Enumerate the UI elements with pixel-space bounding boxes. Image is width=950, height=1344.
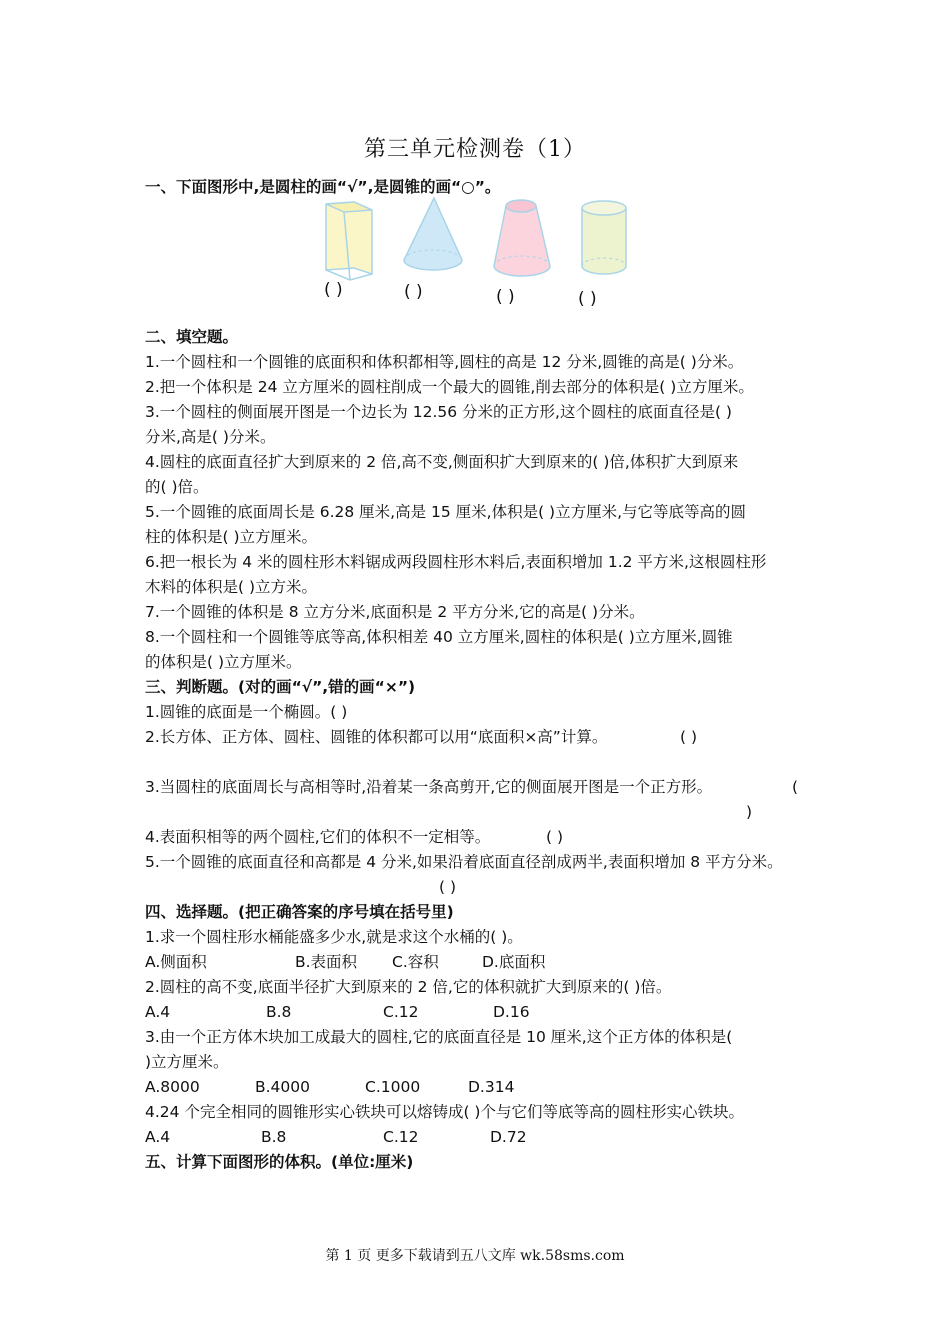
judgement-item-3: 3.当圆柱的底面周长与高相等时,沿着某一条高剪开,它的侧面展开图是一个正方形。 <box>145 778 713 796</box>
cylinder-figure <box>578 198 630 280</box>
option-c[interactable]: C.12 <box>383 1128 419 1146</box>
fill-blank-line: 8.一个圆柱和一个圆锥等底等高,体积相差 40 立方厘米,圆柱的体积是( )立方厘米,圆锥 <box>145 628 733 646</box>
option-a[interactable]: A.侧面积 <box>145 953 207 971</box>
judgement-item-1: 1.圆锥的底面是一个椭圆。( ) <box>145 703 348 721</box>
judgement-item-4: 4.表面积相等的两个圆柱,它们的体积不一定相等。 <box>145 828 491 846</box>
section-1-heading: 一、下面图形中,是圆柱的画“√”,是圆锥的画“○”。 <box>145 178 501 196</box>
section-3-heading: 三、判断题。(对的画“√”,错的画“×”) <box>145 678 416 696</box>
option-b[interactable]: B.8 <box>266 1003 292 1021</box>
judgement-blank-2[interactable]: ( ) <box>680 728 698 746</box>
fill-blank-line: 7.一个圆锥的体积是 8 立方分米,底面积是 2 平方分米,它的高是( )分米。 <box>145 603 645 621</box>
shape-figures <box>318 190 648 320</box>
option-b[interactable]: B.表面积 <box>295 953 358 971</box>
option-c[interactable]: C.12 <box>383 1003 419 1021</box>
fill-blank-line: 的( )倍。 <box>145 478 209 496</box>
option-a[interactable]: A.8000 <box>145 1078 200 1096</box>
answer-blank-cylinder[interactable]: ( ) <box>578 289 597 309</box>
choice-question-2: 2.圆柱的高不变,底面半径扩大到原来的 2 倍,它的体积就扩大到原来的( )倍。 <box>145 978 672 996</box>
option-d[interactable]: D.72 <box>490 1128 527 1146</box>
judgement-item-5: 5.一个圆锥的底面直径和高都是 4 分米,如果沿着底面直径剖成两半,表面积增加 8 平方分米。 <box>145 853 783 871</box>
section-2-heading: 二、填空题。 <box>145 328 239 346</box>
choice-options-2 <box>145 1000 825 1025</box>
choice-options-4 <box>145 1125 825 1150</box>
choice-options-1 <box>145 950 825 975</box>
fill-blank-line: 3.一个圆柱的侧面展开图是一个边长为 12.56 分米的正方形,这个圆柱的底面直径是( ) <box>145 403 732 421</box>
fill-blank-line: 柱的体积是( )立方厘米。 <box>145 528 318 546</box>
fill-blank-line: 6.把一根长为 4 米的圆柱形木料锯成两段圆柱形木料后,表面积增加 1.2 平方米,这根圆柱形 <box>145 553 767 571</box>
option-c[interactable]: C.容积 <box>392 953 439 971</box>
frustum-figure <box>490 196 554 282</box>
choice-question-3: 3.由一个正方体木块加工成最大的圆柱,它的底面直径是 10 厘米,这个正方体的体积是( <box>145 1028 733 1046</box>
fill-blank-line: 1.一个圆柱和一个圆锥的底面积和体积都相等,圆柱的高是 12 分米,圆锥的高是( )分米。 <box>145 353 744 371</box>
fill-blank-line: 分米,高是( )分米。 <box>145 428 276 446</box>
option-c[interactable]: C.1000 <box>365 1078 421 1096</box>
option-d[interactable]: D.底面积 <box>482 953 546 971</box>
judgement-blank-3-close[interactable]: ) <box>746 803 753 821</box>
option-b[interactable]: B.8 <box>261 1128 287 1146</box>
answer-blank-prism[interactable]: ( ) <box>324 280 343 300</box>
option-d[interactable]: D.314 <box>468 1078 515 1096</box>
judgement-blank-5[interactable]: ( ) <box>439 878 457 896</box>
choice-question-4: 4.24 个完全相同的圆锥形实心铁块可以熔铸成( )个与它们等底等高的圆柱形实心铁块。 <box>145 1103 744 1121</box>
judgement-item-2: 2.长方体、正方体、圆柱、圆锥的体积都可以用“底面积×高”计算。 <box>145 728 608 746</box>
fill-blank-line: 木料的体积是( )立方米。 <box>145 578 318 596</box>
option-a[interactable]: A.4 <box>145 1003 171 1021</box>
page-footer: 第 1 页 更多下载请到五八文库 wk.58sms.com <box>325 1248 625 1264</box>
fill-blank-line: 4.圆柱的底面直径扩大到原来的 2 倍,高不变,侧面积扩大到原来的( )倍,体积扩大到原来 <box>145 453 739 471</box>
judgement-blank-4[interactable]: ( ) <box>546 828 564 846</box>
option-d[interactable]: D.16 <box>493 1003 530 1021</box>
triangular-prism-figure <box>322 198 378 284</box>
fill-blank-line: 的体积是( )立方厘米。 <box>145 653 302 671</box>
choice-question-1: 1.求一个圆柱形水桶能盛多少水,就是求这个水桶的( )。 <box>145 928 523 946</box>
page-title: 第三单元检测卷（1） <box>364 137 586 162</box>
fill-blank-line: 5.一个圆锥的底面周长是 6.28 厘米,高是 15 厘米,体积是( )立方厘米,与它等底等高的圆 <box>145 503 747 521</box>
cone-figure <box>400 194 466 274</box>
answer-blank-frustum[interactable]: ( ) <box>496 287 515 307</box>
answer-blank-cone[interactable]: ( ) <box>404 282 423 302</box>
section-4-heading: 四、选择题。(把正确答案的序号填在括号里) <box>145 903 454 921</box>
option-a[interactable]: A.4 <box>145 1128 171 1146</box>
section-5-heading: 五、计算下面图形的体积。(单位:厘米) <box>145 1153 414 1171</box>
choice-options-3 <box>145 1075 825 1100</box>
choice-question-3-cont: )立方厘米。 <box>145 1053 229 1071</box>
judgement-blank-3-open[interactable]: ( <box>792 778 799 796</box>
fill-blank-line: 2.把一个体积是 24 立方厘米的圆柱削成一个最大的圆锥,削去部分的体积是( )立方厘米。 <box>145 378 754 396</box>
option-b[interactable]: B.4000 <box>255 1078 311 1096</box>
